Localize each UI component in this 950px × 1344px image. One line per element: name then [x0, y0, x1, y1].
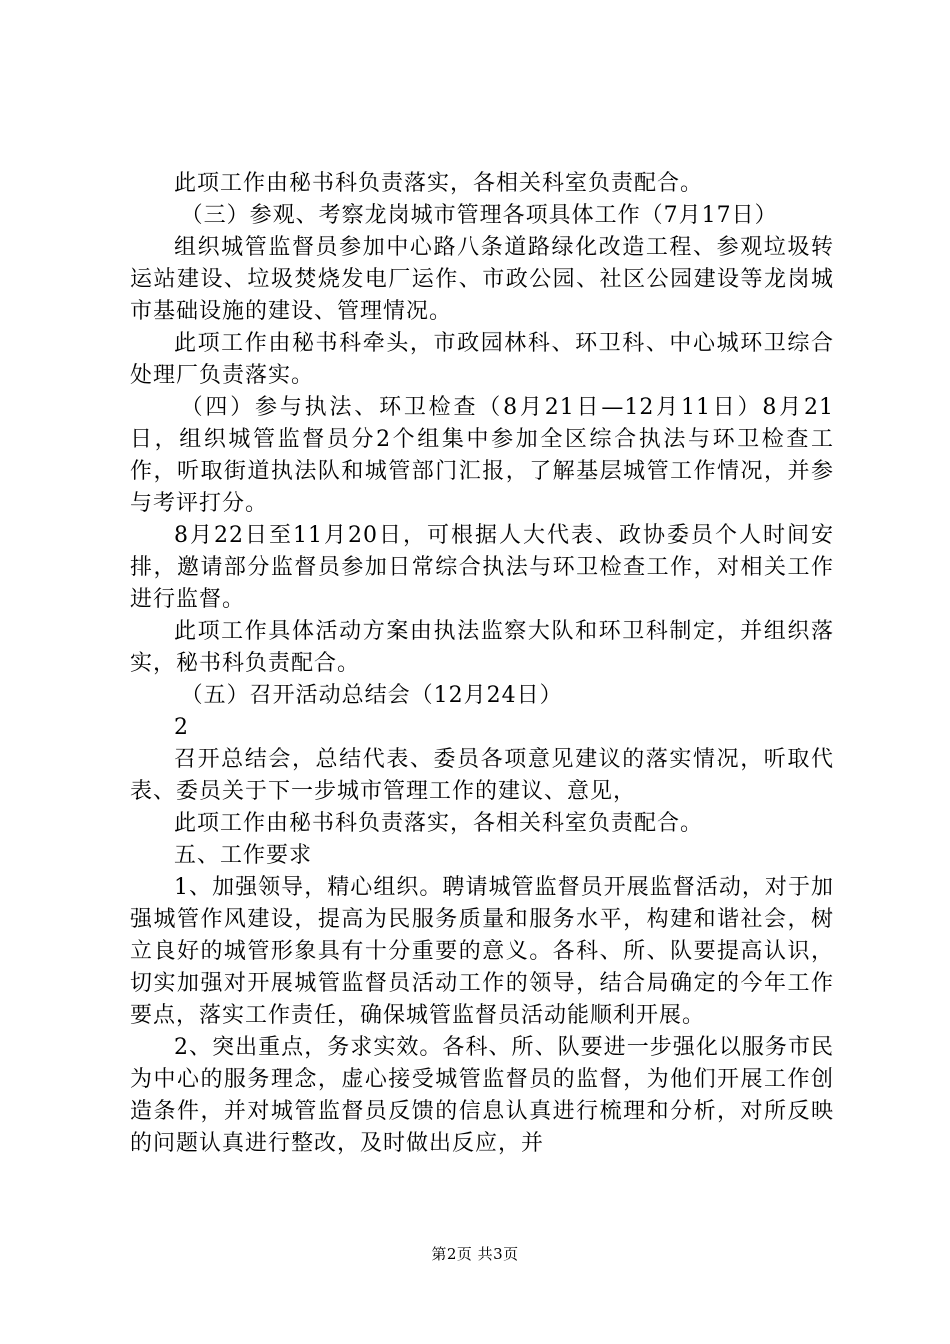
paragraph-section-5-heading: （五）召开活动总结会（12月24日） — [180, 683, 563, 708]
paragraph-3: 组织城管监督员参加中心路八条道路绿化改造工程、参观垃圾转运站建设、垃圾焚烧发电厂运作、市政公园、社区公园建设等龙岗城市基础设施的建设、管理情况。 — [130, 235, 834, 324]
paragraph-7: 此项工作具体活动方案由执法监察大队和环卫科制定，并组织落实，秘书科负责配合。 — [130, 619, 834, 676]
paragraph-4: 此项工作由秘书科牵头，市政园林科、环卫科、中心城环卫综合处理厂负责落实。 — [130, 331, 834, 388]
paragraph-13: 1、加强领导，精心组织。聘请城管监督员开展监督活动，对于加强城管作风建设，提高为民服务质量和服务水平，构建和谐社会，树立良好的城管形象具有十分重要的意义。各科、所、队要提高认识，切实加强对开展城管监督员活动工作的领导，结合局确定的今年工作要点，落实工作责任，确保城管监督员活动能顺利开展。 — [130, 875, 834, 1028]
page-footer: 第2页 共3页 — [431, 1245, 519, 1263]
paragraph-10: 召开总结会，总结代表、委员各项意见建议的落实情况，听取代表、委员关于下一步城市管理工作的建议、意见， — [130, 747, 834, 804]
inline-page-number: 2 — [174, 715, 189, 740]
paragraph-section-4-heading: （四）参与执法、环卫检查（8月21日—12月11日）8月21日，组织城管监督员分2个组集中参加全区综合执法与环卫检查工作，听取街道执法队和城管部门汇报，了解基层城管工作情况，并参与考评打分。 — [130, 395, 834, 516]
paragraph-work-requirements-heading: 五、工作要求 — [174, 843, 313, 868]
paragraph-11: 此项工作由秘书科负责落实，各相关科室负责配合。 — [174, 811, 704, 836]
paragraph-section-3-heading: （三）参观、考察龙岗城市管理各项具体工作（7月17日） — [180, 203, 778, 228]
document-body — [130, 168, 834, 1160]
paragraph-1: 此项工作由秘书科负责落实，各相关科室负责配合。 — [174, 171, 704, 196]
paragraph-6: 8月22日至11月20日，可根据人大代表、政协委员个人时间安排，邀请部分监督员参加日常综合执法与环卫检查工作，对相关工作进行监督。 — [130, 523, 834, 612]
paragraph-14: 2、突出重点，务求实效。各科、所、队要进一步强化以服务市民为中心的服务理念，虚心接受城管监督员的监督，为他们开展工作创造条件，并对城管监督员反馈的信息认真进行梳理和分析，对所反映的问题认真进行整改，及时做出反应，并 — [130, 1035, 834, 1156]
